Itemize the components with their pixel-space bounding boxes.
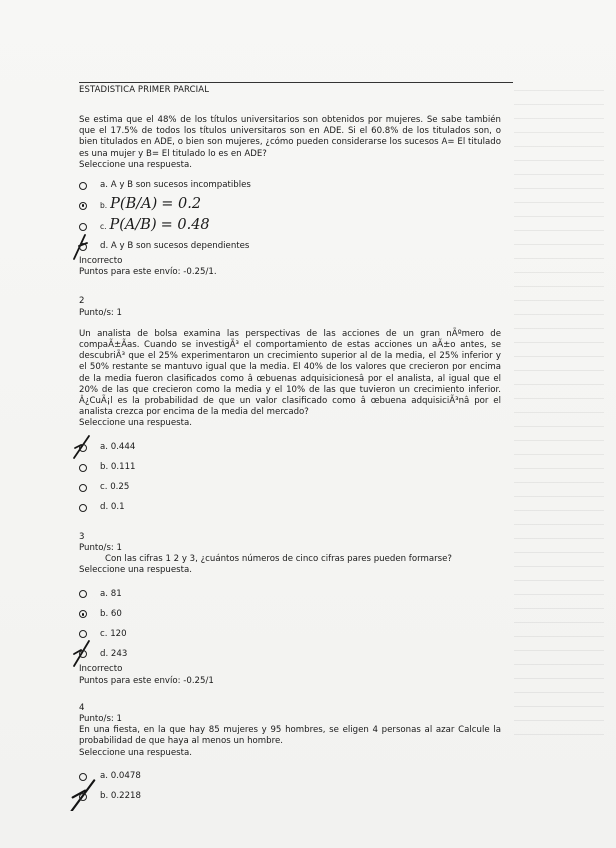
option-label: d. A y B son sucesos dependientes xyxy=(100,240,250,251)
option-3a[interactable] xyxy=(79,584,501,604)
option-label: a. 0.0478 xyxy=(100,771,141,782)
radio-button[interactable] xyxy=(79,650,87,658)
option-1a[interactable] xyxy=(79,176,501,195)
option-label: b. 60 xyxy=(100,608,122,619)
radio-button[interactable] xyxy=(79,243,87,251)
option-3d[interactable] xyxy=(79,644,501,664)
radio-button[interactable] xyxy=(79,223,87,231)
radio-button-selected[interactable] xyxy=(79,610,87,618)
question-2-options xyxy=(79,438,501,518)
option-label xyxy=(100,196,202,213)
question-3-result: Incorrecto xyxy=(79,664,123,675)
question-1-prompt: Seleccione una respuesta. xyxy=(79,159,193,170)
exam-header xyxy=(79,82,513,95)
option-1c[interactable] xyxy=(79,216,501,237)
option-label: b. 0.2218 xyxy=(100,791,141,802)
question-3-points: Punto/s: 1 xyxy=(79,542,123,553)
option-1d[interactable] xyxy=(79,237,501,256)
option-label: b. 0.111 xyxy=(100,462,136,473)
option-label: a. A y B son sucesos incompatibles xyxy=(100,179,251,190)
radio-button[interactable] xyxy=(79,444,87,452)
option-letter: c. xyxy=(100,222,107,232)
question-2-number: 2 xyxy=(79,296,85,307)
exam-content xyxy=(79,115,501,807)
question-4-options xyxy=(79,767,501,807)
radio-button[interactable] xyxy=(79,773,87,781)
option-label: a. 0.444 xyxy=(100,442,136,453)
question-3-options xyxy=(79,584,501,664)
math-rhs: = 0.48 xyxy=(160,217,210,234)
option-3c[interactable] xyxy=(79,624,501,644)
option-2c[interactable] xyxy=(79,478,501,498)
radio-button[interactable] xyxy=(79,484,87,492)
question-1 xyxy=(79,115,501,278)
option-4b[interactable] xyxy=(79,787,501,807)
question-4 xyxy=(79,703,501,807)
option-label: d. 243 xyxy=(100,648,128,659)
question-3-text: Con las cifras 1 2 y 3, ¿cuántos números de cinco cifras pares pueden formarse? xyxy=(105,554,452,565)
option-3b[interactable] xyxy=(79,604,501,624)
question-4-prompt: Seleccione una respuesta. xyxy=(79,747,193,758)
question-1-options xyxy=(79,176,501,256)
option-letter: b. xyxy=(100,201,108,211)
option-label: c. 120 xyxy=(100,628,127,639)
question-3-prompt: Seleccione una respuesta. xyxy=(79,565,193,576)
question-2-text: Un analista de bolsa examina las perspectivas de las acciones de un gran nÃºmero de compaÃ±Ãas. Cuando se investigÃ³ el comportamiento de estas acciones un aÃ±o antes, se descubriÃ³ que el 25% experimentaron un crecimiento superior al de la media, el 25% inferior y el 50% restante se mantuvo igual que la media. El 40% de los valores que crecieron por encima de la media fueron clasificados como â œbuenas adquisicionesâ por el analista, al igual que el 20% de las que crecieron como la media y el 10% de las que tuvieron un crecimiento inferior. Â¿CuÃ¡l es la probabilidad de que un valor clasificado como â œbuena adquisiciÃ³nâ por el analista crezca por encima de la media del mercado? xyxy=(79,328,501,418)
radio-button[interactable] xyxy=(79,504,87,512)
exam-title: ESTADISTICA PRIMER PARCIAL xyxy=(79,85,210,95)
question-2 xyxy=(79,296,501,517)
question-3-number: 3 xyxy=(79,531,85,542)
math-lhs: P(A/B) xyxy=(109,217,157,234)
question-3 xyxy=(79,532,501,687)
math-lhs: P(B/A) xyxy=(110,196,158,213)
option-label: d. 0.1 xyxy=(100,502,125,513)
radio-button[interactable] xyxy=(79,630,87,638)
radio-button[interactable] xyxy=(79,793,87,801)
question-4-points: Punto/s: 1 xyxy=(79,714,123,725)
math-rhs: = 0.2 xyxy=(161,196,202,213)
question-1-score: Puntos para este envío: -0.25/1. xyxy=(79,267,217,278)
question-4-number: 4 xyxy=(79,702,85,713)
question-4-text: En una fiesta, en la que hay 85 mujeres y 95 hombres, se eligen 4 personas al azar Calcule la probabilidad de que haya al menos un hombre. xyxy=(79,725,501,747)
option-2d[interactable] xyxy=(79,498,501,518)
question-2-prompt: Seleccione una respuesta. xyxy=(79,418,193,429)
option-label xyxy=(100,217,210,234)
radio-button[interactable] xyxy=(79,182,87,190)
radio-button[interactable] xyxy=(79,464,87,472)
question-1-text: Se estima que el 48% de los títulos universitarios son obtenidos por mujeres. Se sabe también que el 17.5% de todos los títulos universitaros son en ADE. Si el 60.8% de los titulados son, o bien titulados en ADE, o bien son mujeres, ¿cómo pueden considerarse los sucesos A= El titulado es una mujer y B= El titulado lo es en ADE? xyxy=(79,115,501,159)
option-label: c. 0.25 xyxy=(100,482,130,493)
option-1b[interactable] xyxy=(79,195,501,216)
radio-button-selected[interactable] xyxy=(79,202,87,210)
option-label: a. 81 xyxy=(100,588,122,599)
question-1-result: Incorrecto xyxy=(79,256,123,267)
radio-button[interactable] xyxy=(79,590,87,598)
option-4a[interactable] xyxy=(79,767,501,787)
question-3-score: Puntos para este envío: -0.25/1 xyxy=(79,675,214,686)
option-2a[interactable] xyxy=(79,438,501,458)
bleed-through-texture xyxy=(514,90,604,740)
question-2-points: Punto/s: 1 xyxy=(79,307,123,318)
option-2b[interactable] xyxy=(79,458,501,478)
